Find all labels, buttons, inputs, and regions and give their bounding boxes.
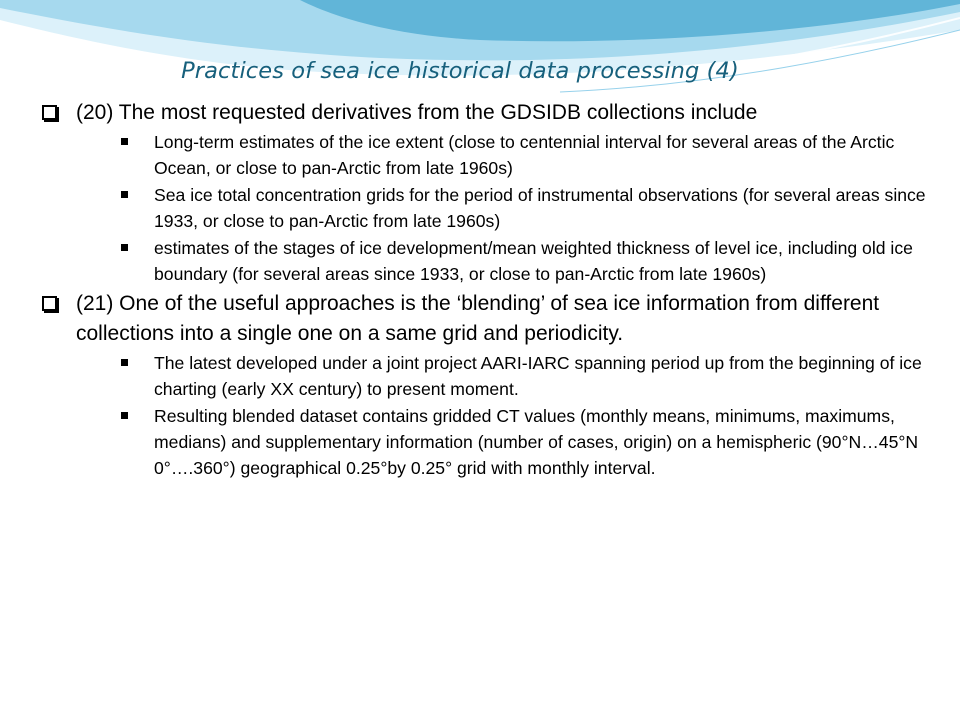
- square-bullet-icon: [121, 191, 128, 198]
- sub-bullet-text: Sea ice total concentration grids for the period of instrumental observations (for several areas since 1933, or close to pan-Arctic from late 1960s): [154, 185, 926, 231]
- bullet-text: (21) One of the useful approaches is the ‘blending’ of sea ice information from different collections into a single one on a same grid and periodicity.: [76, 292, 880, 345]
- slide-content: [40, 98, 930, 481]
- square-bullet-icon: [121, 412, 128, 419]
- sub-bullet-text: estimates of the stages of ice development/mean weighted thickness of level ice, including old ice boundary (for several areas since 1933, or close to pan-Arctic from late 1960s): [154, 238, 913, 284]
- bullet-item-2: [40, 289, 930, 349]
- sub-bullet-text: The latest developed under a joint project AARI-IARC spanning period up from the beginning of ice charting (early XX century) to present moment.: [154, 353, 922, 399]
- bullet-item-1: [40, 98, 930, 128]
- sub-bullet-item: [40, 235, 930, 287]
- sub-bullet-item: [40, 182, 930, 234]
- bullet-text: (20) The most requested derivatives from the GDSIDB collections include: [76, 101, 758, 124]
- square-bullet-icon: [121, 359, 128, 366]
- slide-title: Practices of sea ice historical data processing (4): [181, 58, 739, 84]
- sub-bullet-text: Long-term estimates of the ice extent (close to centennial interval for several areas of the Arctic Ocean, or close to pan-Arctic from late 1960s): [154, 132, 895, 178]
- square-bullet-icon: [121, 244, 128, 251]
- checkbox-bullet-icon: [42, 296, 57, 311]
- sub-bullet-item: [40, 350, 930, 402]
- checkbox-bullet-icon: [42, 105, 57, 120]
- sub-bullet-text: Resulting blended dataset contains gridded CT values (monthly means, minimums, maximums, medians) and supplementary information (number of cases, origin) on a hemispheric (90°N…45°N 0°….360°) geographical 0.25°by 0.25° grid with monthly interval.: [154, 406, 919, 478]
- sub-bullet-item: [40, 403, 930, 481]
- sub-bullet-item: [40, 129, 930, 181]
- square-bullet-icon: [121, 138, 128, 145]
